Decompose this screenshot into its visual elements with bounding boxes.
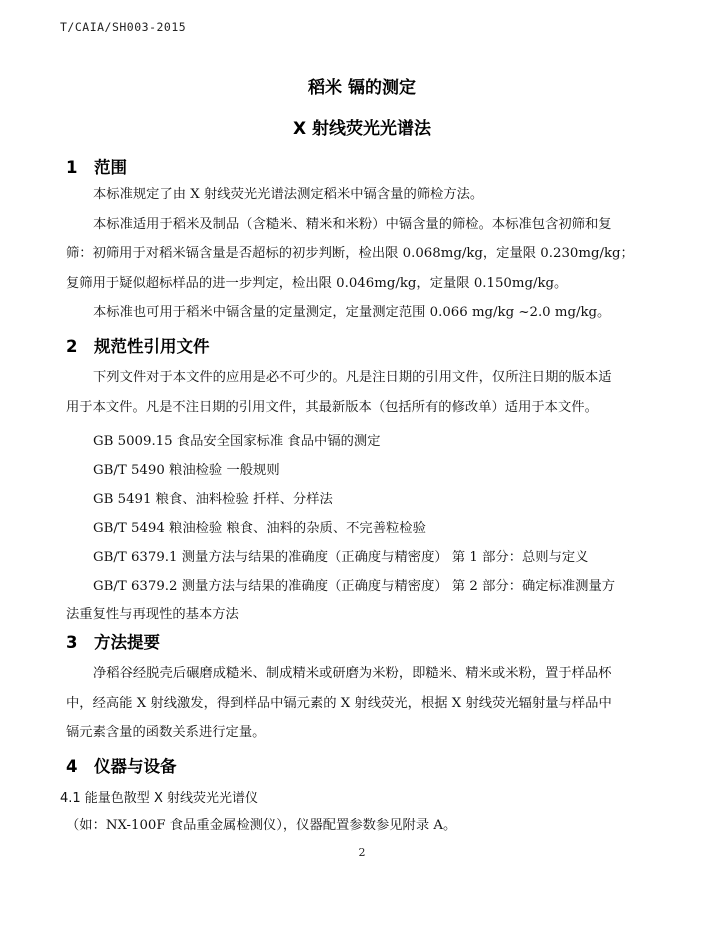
section-number: 3 (66, 633, 78, 652)
subsection-4-1: 4.1 能量色散型 X 射线荧光光谱仪 (60, 791, 258, 806)
title-line-2: X 射线荧光光谱法 (292, 119, 432, 139)
standard-code: T/CAIA/SH003-2015 (60, 20, 187, 34)
section-title: 范围 (94, 158, 127, 177)
paragraph-line: 筛：初筛用于对稻米镉含量是否超标的初步判断，检出限 0.068mg/kg，定量限 0.230mg/kg； (66, 246, 634, 261)
page-number: 2 (358, 846, 366, 859)
reference-item: GB/T 6379.2 测量方法与结果的准确度（正确度与精密度） 第 2 部分：确定标准测量方 (93, 579, 616, 594)
section-number: 4 (66, 757, 78, 776)
paragraph-line: 镉元素含量的函数关系进行定量。 (66, 725, 266, 740)
paragraph-line: 本标准规定了由 X 射线荧光光谱法测定稻米中镉含量的筛检方法。 (93, 187, 484, 202)
paragraph-line: 本标准也可用于稻米中镉含量的定量测定，定量测定范围 0.066 mg/kg ~2.0 mg/kg。 (93, 305, 611, 320)
section-number: 2 (66, 337, 78, 356)
paragraph-line: 下列文件对于本文件的应用是必不可少的。凡是注日期的引用文件，仅所注日期的版本适 (93, 370, 612, 385)
section-2-body (66, 363, 666, 422)
paragraph-line: 用于本文件。凡是不注日期的引用文件，其最新版本（包括所有的修改单）适用于本文件。 (66, 399, 598, 415)
instrument-note: （如：NX-100F 食品重金属检测仪），仪器配置参数参见附录 A。 (66, 818, 457, 833)
reference-item: GB 5009.15 食品安全国家标准 食品中镉的测定 (93, 434, 381, 449)
section-number: 1 (66, 158, 78, 177)
reference-item: GB 5491 粮食、油料检验 扦样、分样法 (93, 492, 333, 507)
reference-item: GB/T 5490 粮油检验 一般规则 (93, 463, 280, 478)
section-3-body (66, 659, 666, 748)
paragraph-line: 本标准适用于稻米及制品（含糙米、精米和米粉）中镉含量的筛检。本标准包含初筛和复 (93, 216, 612, 232)
section-title: 规范性引用文件 (94, 337, 210, 356)
reference-continuation: 法重复性与再现性的基本方法 (66, 607, 239, 622)
reference-item: GB/T 5494 粮油检验 粮食、油料的杂质、不完善粒检验 (93, 521, 426, 536)
section-3-heading (66, 629, 160, 653)
section-1-body (66, 180, 666, 328)
section-4-heading (66, 753, 177, 777)
section-title: 方法提要 (94, 633, 160, 652)
section-2-heading (66, 333, 210, 357)
reference-item: GB/T 6379.1 测量方法与结果的准确度（正确度与精密度） 第 1 部分：总则与定义 (93, 550, 589, 565)
paragraph-line: 复筛用于疑似超标样品的进一步判定，检出限 0.046mg/kg，定量限 0.150mg/kg。 (66, 275, 568, 291)
paragraph-line: 中，经高能 X 射线激发，得到样品中镉元素的 X 射线荧光，根据 X 射线荧光辐射量与样品中 (66, 695, 612, 711)
section-1-heading (66, 154, 127, 178)
paragraph-line: 净稻谷经脱壳后碾磨成糙米、制成精米或研磨为米粉，即糙米、精米或米粉，置于样品杯 (93, 666, 612, 681)
section-title: 仪器与设备 (94, 757, 177, 776)
title-line-1: 稻米 镉的测定 (308, 78, 416, 98)
